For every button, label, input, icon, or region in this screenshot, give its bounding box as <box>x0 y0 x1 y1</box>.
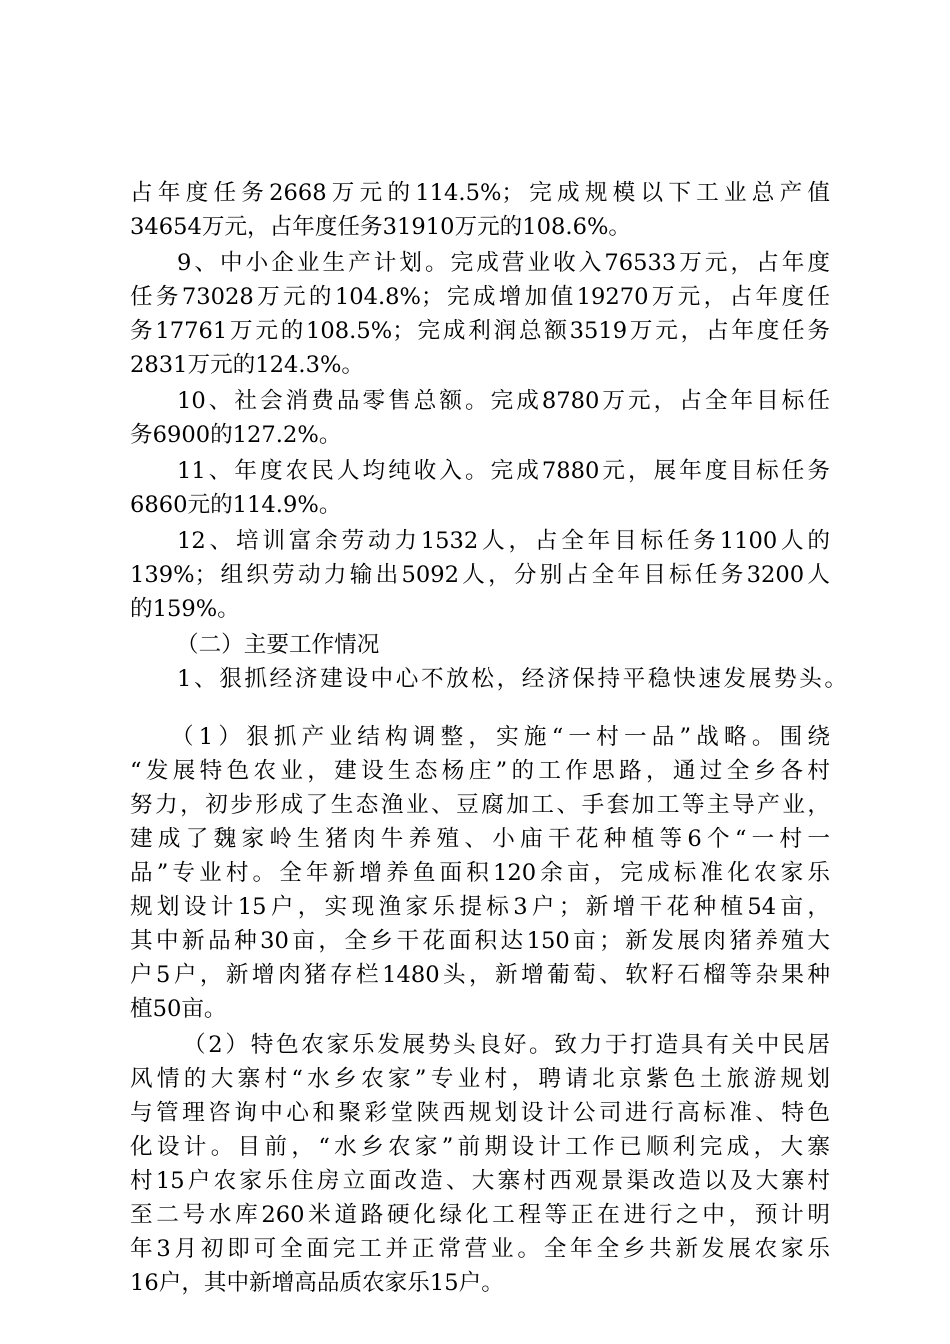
body-line: 2831万元的124.3%。 <box>130 352 365 378</box>
body-line: （2）特色农家乐发展势头良好。致力于打造具有关中民居 <box>183 1032 830 1058</box>
body-line: 与管理咨询中心和聚彩堂陕西规划设计公司进行高标准、特色 <box>130 1100 830 1126</box>
body-line: 任务73028万元的104.8%；完成增加值19270万元，占年度任 <box>130 284 830 310</box>
body-line: 建成了魏家岭生猪肉牛养殖、小庙干花种植等6个“一村一 <box>130 826 830 852</box>
body-line: 化设计。目前，“水乡农家”前期设计工作已顺利完成，大寨 <box>130 1134 830 1160</box>
section-heading: （二）主要工作情况 <box>176 632 380 658</box>
body-line: 务17761万元的108.5%；完成利润总额3519万元，占年度任务 <box>130 318 830 344</box>
body-line: 至二号水库260米道路硬化绿化工程等正在进行之中，预计明 <box>130 1202 830 1228</box>
body-line: 139%；组织劳动力输出5092人，分别占全年目标任务3200人 <box>130 562 830 588</box>
body-line: 12、培训富余劳动力1532人，占全年目标任务1100人的 <box>177 528 830 554</box>
body-line: 户5户，新增肉猪存栏1480头，新增葡萄、软籽石榴等杂果种 <box>130 962 830 988</box>
body-line: 品”专业村。全年新增养鱼面积120余亩，完成标准化农家乐 <box>130 860 830 886</box>
body-line: 9、中小企业生产计划。完成营业收入76533万元，占年度 <box>177 250 830 276</box>
body-line: 年3月初即可全面完工并正常营业。全年全乡共新发展农家乐 <box>130 1236 830 1262</box>
body-line: 务6900的127.2%。 <box>130 422 342 448</box>
body-line: （1）狠抓产业结构调整，实施“一村一品”战略。围绕 <box>171 724 830 750</box>
body-line: 村15户农家乐住房立面改造、大寨村西观景渠改造以及大寨村 <box>130 1168 830 1194</box>
body-line: 11、年度农民人均纯收入。完成7880元，展年度目标任务 <box>177 458 830 484</box>
body-line: 16户，其中新增高品质农家乐15户。 <box>130 1270 504 1296</box>
body-line: 6860元的114.9%。 <box>130 492 342 518</box>
body-line: 风情的大寨村“水乡农家”专业村，聘请北京紫色土旅游规划 <box>130 1066 830 1092</box>
body-line: 10、社会消费品零售总额。完成8780万元，占全年目标任 <box>177 388 830 414</box>
body-line: 植50亩。 <box>130 996 227 1022</box>
body-line: 努力，初步形成了生态渔业、豆腐加工、手套加工等主导产业， <box>130 792 830 818</box>
body-line: 其中新品种30亩，全乡干花面积达150亩；新发展肉猪养殖大 <box>130 928 830 954</box>
body-line: “发展特色农业，建设生态杨庄”的工作思路，通过全乡各村 <box>130 758 830 784</box>
body-line: 规划设计15户，实现渔家乐提标3户；新增干花种植54亩， <box>130 894 830 920</box>
body-line: 34654万元，占年度任务31910万元的108.6%。 <box>130 214 632 240</box>
body-line: 占年度任务2668万元的114.5%；完成规模以下工业总产值 <box>130 180 830 206</box>
body-line: 的159%。 <box>130 596 240 622</box>
body-line: 1、狠抓经济建设中心不放松，经济保持平稳快速发展势头。 <box>177 666 847 692</box>
